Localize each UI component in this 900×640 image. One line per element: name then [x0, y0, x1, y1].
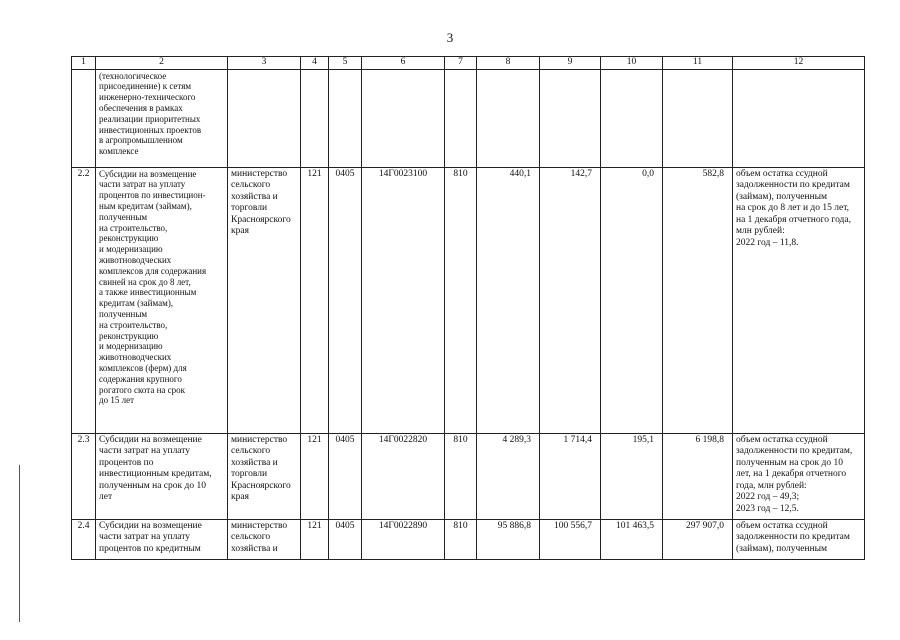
- row-number: 2.3: [72, 433, 96, 519]
- expected-result: объем остатка ссудной задолженности по кредитам (займам), полученным: [733, 519, 865, 559]
- executor: министерство сельского хозяйства и: [228, 519, 301, 559]
- code-target: 14Г0022820: [362, 433, 445, 519]
- measure-name: (технологическое присоединение) к сетям инженерно-технического обеспечения в рамках реализации приоритетных инвестиционных проектов в агропромышленном комплексе: [96, 69, 228, 167]
- value-2022: [477, 69, 540, 167]
- header-cell-5: 5: [329, 57, 362, 70]
- table-row: [72, 167, 865, 433]
- table-header-row: [72, 57, 865, 70]
- value-total: 297 907,0: [663, 519, 733, 559]
- code-section: [329, 69, 362, 167]
- code-section: 0405: [329, 433, 362, 519]
- value-total: 582,8: [663, 167, 733, 433]
- code-section: 0405: [329, 519, 362, 559]
- header-cell-6: 6: [362, 57, 445, 70]
- scan-edge-line: [19, 465, 20, 622]
- value-2023: 142,7: [540, 167, 601, 433]
- code-type: 810: [445, 519, 477, 559]
- value-2024: 0,0: [601, 167, 663, 433]
- value-2023: 1 714,4: [540, 433, 601, 519]
- expected-result: [733, 69, 865, 167]
- code-grbs: 121: [301, 433, 329, 519]
- expected-result: объем остатка ссудной задолженности по кредитам, полученным на срок до 10 лет, на 1 декабря отчетного года, млн рублей: 2022 год – 49,3; 2023 год – 12,5.: [733, 433, 865, 519]
- code-type: [445, 69, 477, 167]
- header-cell-2: 2: [96, 57, 228, 70]
- measure-name: Субсидии на возмещение части затрат на уплату процентов по инвестицион- ным кредитам (займам), полученным на строительство, реконструкцию и модернизацию животноводческих комплексов для содержания свиней на срок до 8 лет, а также инвестиционным кредитам (займам), полученным на строительство, реконструкцию и модернизацию животноводческих комплексов (ферм) для содержания крупного рогатого скота на срок до 15 лет: [96, 167, 228, 433]
- expected-result: объем остатка ссудной задолженности по кредитам (займам), полученным на срок до 8 лет и до 15 лет, на 1 декабря отчетного года, млн рублей: 2022 год – 11,8.: [733, 167, 865, 433]
- code-section: 0405: [329, 167, 362, 433]
- table-row: [72, 69, 865, 167]
- code-grbs: 121: [301, 519, 329, 559]
- value-2024: [601, 69, 663, 167]
- measure-name: Субсидии на возмещение части затрат на уплату процентов по кредитным: [96, 519, 228, 559]
- row-number: 2.4: [72, 519, 96, 559]
- measure-name: Субсидии на возмещение части затрат на уплату процентов по инвестиционным кредитам, полученным на срок до 10 лет: [96, 433, 228, 519]
- code-target: [362, 69, 445, 167]
- value-2022: 95 886,8: [477, 519, 540, 559]
- value-2024: 101 463,5: [601, 519, 663, 559]
- value-total: [663, 69, 733, 167]
- code-type: 810: [445, 433, 477, 519]
- row-number: 2.2: [72, 167, 96, 433]
- header-cell-7: 7: [445, 57, 477, 70]
- code-grbs: 121: [301, 167, 329, 433]
- value-2022: 440,1: [477, 167, 540, 433]
- budget-table: [71, 56, 865, 560]
- code-type: 810: [445, 167, 477, 433]
- header-cell-10: 10: [601, 57, 663, 70]
- value-2023: [540, 69, 601, 167]
- header-cell-9: 9: [540, 57, 601, 70]
- header-cell-11: 11: [663, 57, 733, 70]
- header-cell-1: 1: [72, 57, 96, 70]
- page-number: 3: [446, 30, 454, 45]
- header-cell-12: 12: [733, 57, 865, 70]
- header-cell-8: 8: [477, 57, 540, 70]
- header-cell-4: 4: [301, 57, 329, 70]
- table-row: [72, 519, 865, 559]
- code-target: 14Г0022890: [362, 519, 445, 559]
- header-cell-3: 3: [228, 57, 301, 70]
- executor: [228, 69, 301, 167]
- row-number: [72, 69, 96, 167]
- executor: министерство сельского хозяйства и торговли Красноярского края: [228, 433, 301, 519]
- code-grbs: [301, 69, 329, 167]
- value-2022: 4 289,3: [477, 433, 540, 519]
- value-total: 6 198,8: [663, 433, 733, 519]
- code-target: 14Г0023100: [362, 167, 445, 433]
- table-row: [72, 433, 865, 519]
- value-2024: 195,1: [601, 433, 663, 519]
- value-2023: 100 556,7: [540, 519, 601, 559]
- executor: министерство сельского хозяйства и торговли Красноярского края: [228, 167, 301, 433]
